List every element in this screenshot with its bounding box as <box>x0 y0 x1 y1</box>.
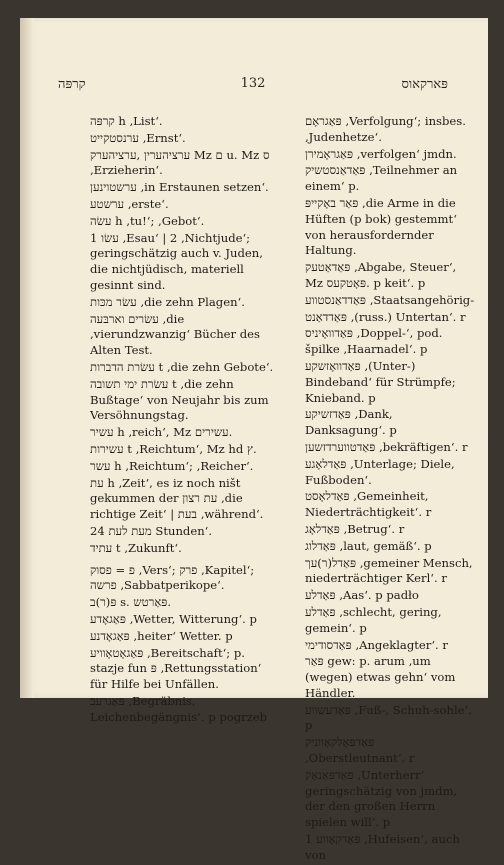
dictionary-entry: פ = פסוק ‚Vers‘; פרק ‚Kapitel‘; פרשה ‚Sabbatperikope‘. <box>90 562 255 593</box>
dictionary-entry: קרפּה h ‚List‘. <box>90 114 163 128</box>
dictionary-entry: עשירות t ‚Reichtum‘, Mz hd ץ. <box>90 441 257 456</box>
dictionary-entry: פּאַדפּאָלקאָווניק ‚Oberstleutnant‘. r <box>305 735 415 766</box>
dictionary-entry: עת h ‚Zeit‘, es iz noch ništ gekummen der עת רצון ‚die richtige Zeit‘ | בעת ‚während‘. <box>90 475 264 522</box>
dictionary-entry: עשׂרים וארבּעה ‚die ‚vierundzwanzig‘ Bücher des Alten Test. <box>90 311 260 358</box>
dictionary-entry: פּאַדלאָג ‚Betrug‘. r <box>305 521 405 536</box>
dictionary-entry: פּאַגרעב ‚Begräbnis, Leichenbegängnis‘. p pogrzeb <box>90 693 268 724</box>
dictionary-entry: פּאַדאַטעק ‚Abgabe, Steuer‘, Mz פּאָטקעס. p keit‘. p <box>305 260 457 290</box>
dictionary-entry: פּאַגאָטאָוויע ‚Bereitschaft‘; p. stazje fun פּ ‚Rettungsstation‘ für Hilfe bei Unfällen. <box>90 645 262 692</box>
dictionary-entry: פּאַדוואָיניס ‚Doppel-‘, pod. špilke ‚Haarnadel‘. p <box>305 326 443 357</box>
dictionary-entry: פּאַדקאָווע 1 ‚Hufeisen‘, auch von <box>305 832 460 862</box>
dictionary-entry: פּ(ר)ב s. פּאַרטש. <box>90 595 172 610</box>
dictionary-entry: פּאַדפּאַנאָק ‚Unterherr‘ geringschätzig von jmdm, der den großen Herrn spielen will‘. p <box>305 767 458 830</box>
dictionary-entry: עתיד t ‚Zukunft‘. <box>90 540 182 555</box>
dictionary-entry: פּאַדלוג ‚laut, gemäß‘. p <box>305 538 432 553</box>
header-left-word: קרפּה <box>58 77 86 92</box>
dictionary-entry: פּאַדל(ר)עך ‚gemeiner Mensch, niederträchtiger Kerl‘. r <box>305 555 473 586</box>
dictionary-entry: עשׂה h ‚tu!‘; ‚Gebot‘. <box>90 213 205 228</box>
right-column <box>305 114 475 865</box>
dictionary-entry: פּאַדזשיקע ‚Dank, Danksagung‘. p <box>305 407 397 438</box>
dictionary-entry: פּאַדדאַנסטווע ‚Staatsangehörig- <box>305 292 475 307</box>
dictionary-entry: פּאַגראָמירן ‚verfolgen‘ jmdn. <box>305 146 457 161</box>
dictionary-entry: עשׂר מכּות ‚die zehn Plagen‘. <box>90 294 245 309</box>
dictionary-entry: פּאַר באָקייפּ ‚die Arme in die Hüften (p bok) gestemmt‘ von herausfordernder Haltung. <box>305 195 457 258</box>
dictionary-entry: עשיר h ‚reich‘, Mz עשירים. <box>90 425 233 440</box>
dictionary-entry: ערציהערין ,ערציהערק Mz ם u. Mz ס ‚Erzieherin‘. <box>90 147 270 178</box>
header-right-word: פּארקאוס <box>401 77 448 92</box>
page-number: 132 <box>240 76 266 91</box>
dictionary-entry: עשׂרת הדברות t ‚die zehn Gebote‘. <box>90 359 274 374</box>
dictionary-entry: עשׂרת ימי תשובה t ‚die zehn Bußtage‘ von Neujahr bis zum Versöhnungstag. <box>90 376 269 423</box>
dictionary-entry: מעת לעת 24 Stunden‘. <box>90 523 213 538</box>
dictionary-entry: פּאַדוואָזשקע ‚(Unter-) Bindeband‘ für Strümpfe; Knieband. p <box>305 358 456 405</box>
dictionary-entry: פּאַדעשווע ‚Fuß-, Schuh-sohle‘. p <box>305 702 472 733</box>
page-header <box>58 76 448 94</box>
dictionary-entry: פּאַגאָדע ‚Wetter, Witterung‘. p <box>90 611 257 626</box>
dictionary-entry: פּאַדדאַנט ‚(russ.) Untertan‘. r <box>305 309 466 324</box>
dictionary-entry: ערשטוינען ‚in Erstaunen setzen‘. <box>90 180 269 195</box>
dictionary-entry: פּאַדלע ‚schlecht, gering, gemein‘. p <box>305 604 442 635</box>
dictionary-entry: ערשטע ‚erste‘. <box>90 196 169 211</box>
dictionary-entry: פּאַדלאָסט ‚Gemeinheit, Niederträchtigkeit‘. r <box>305 489 432 520</box>
dictionary-entry: פּאַדלאָגע ‚Unterlage; Diele, Fußboden‘. <box>305 456 455 487</box>
dictionary-entry: פּאַדאַנסטשיק ‚Teilnehmer an einem‘ p. <box>305 163 458 194</box>
dictionary-entry: ערנסטקייט ‚Ernst‘. <box>90 130 186 145</box>
dictionary-entry: פּאַדלע ‚Aas‘. p padło <box>305 588 419 603</box>
dictionary-entry: פּאַר gew: p. arum ‚um (wegen) etwas gehn‘ vom Händler. <box>305 654 456 700</box>
dictionary-entry: עשׂו 1 ‚Esau‘ | 2 ‚Nichtjude‘; geringschätzig auch v. Juden, die nichtjüdisch, materiell gesinnt sind. <box>90 230 263 292</box>
dictionary-entry: פּאַדטווערדזשען ‚bekräftigen‘. r <box>305 439 468 454</box>
dictionary-page <box>20 18 488 862</box>
dictionary-entry: פּאַדסודימי ‚Angeklagter‘. r <box>305 637 448 652</box>
page-gutter-shadow <box>20 18 34 698</box>
dictionary-entry: פּאַגראָם ‚Verfolgung‘; insbes. ‚Judenhetze‘. <box>305 114 466 144</box>
left-column <box>90 114 280 726</box>
dictionary-entry: פּאַגאָדנע ‚heiter‘ Wetter. p <box>90 628 233 643</box>
dictionary-entry: עשר h ‚Reichtum‘; ‚Reicher‘. <box>90 458 254 473</box>
